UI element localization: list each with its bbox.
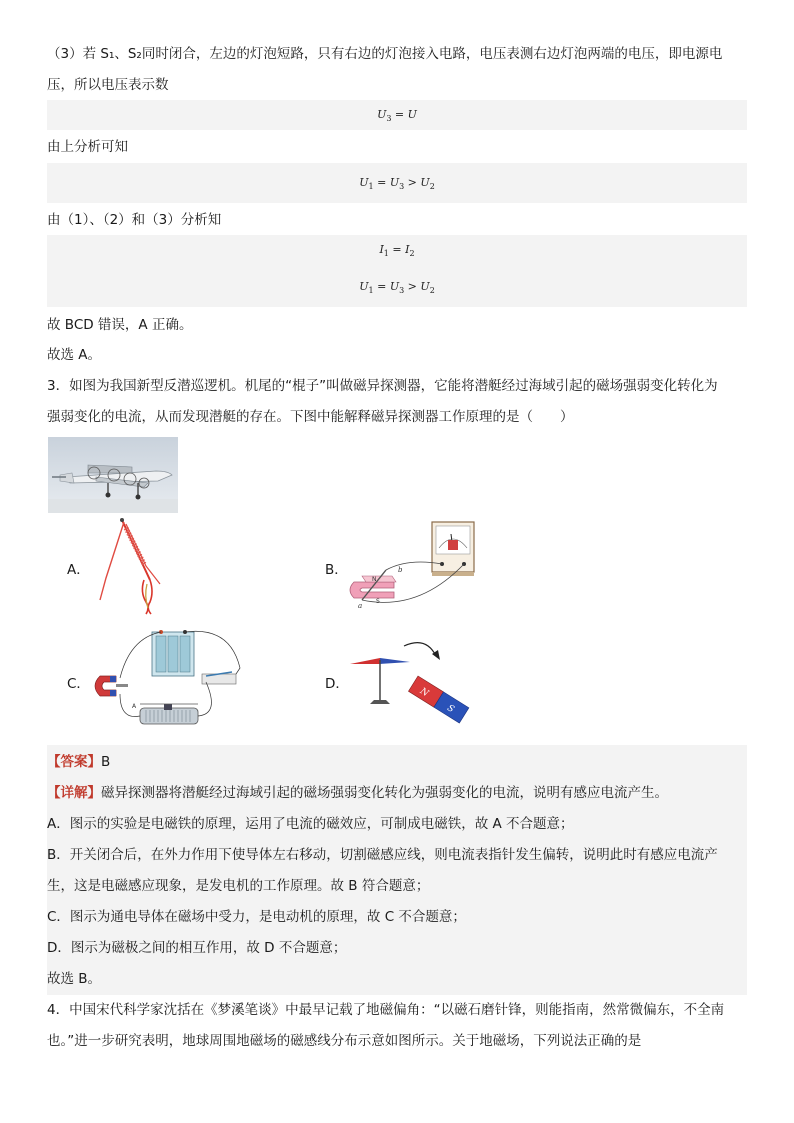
option-d-label: D．	[325, 676, 349, 692]
explain-text: 磁异探测器将潜艇经过海域引起的磁场强弱变化转化为强弱变化的电流，说明有感应电流产生。	[101, 785, 668, 801]
explain-b-1: B．开关闭合后，在外力作用下使导体左右移动，切割磁感应线，则电流表指针发生偏转，说明此时有感应电流产	[47, 847, 718, 863]
answer-value: B	[101, 754, 111, 770]
formula-u1-u3-u2-repeat: $U_1 = U_3 > U_2$	[359, 280, 435, 296]
patrol-plane-photo	[48, 437, 178, 513]
option-b-label: B．	[325, 562, 348, 578]
formula-u3-eq-u: $U_3 = U$	[377, 108, 417, 124]
explain-d: D．图示为磁极之间的相互作用，故 D 不合题意；	[47, 940, 347, 956]
rheostat-a-label: A	[132, 703, 137, 710]
q4-line-1: 4．中国宋代科学家沈括在《梦溪笔谈》中最早记载了地磁偏角：“以磁石磨针锋，则能指南，然常微偏东，不全南	[47, 1002, 725, 1018]
q3-line-1: 3．如图为我国新型反潜巡逻机。机尾的“棍子”叫做磁异探测器，它能将潜艇经过海域引起的磁场强弱变化转化为	[47, 378, 718, 394]
conductor-b-label: b	[398, 566, 403, 574]
magnet-n-label: N	[372, 576, 377, 583]
explain-c: C．图示为通电导体在磁场中受力，是电动机的原理，故 C 不合题意；	[47, 909, 466, 925]
explain-line	[47, 783, 747, 803]
choose-line-1: 故选 A。	[47, 347, 102, 363]
answer-key: 【答案】	[47, 754, 101, 770]
analysis-line-2: 由（1）、（2）和（3）分析知	[47, 212, 222, 228]
q4-line-2: 也。”进一步研究表明，地球周围地磁场的磁感线分布示意如图所示。关于地磁场，下列说法正确的是	[47, 1033, 642, 1049]
bar-magnet-n-label: N	[418, 686, 430, 700]
formula-i1-eq-i2: $I_1 = I_2$	[379, 243, 415, 259]
q3-line-2: 强弱变化的电流，从而发现潜艇的存在。下图中能解释磁异探测器工作原理的是（ ）	[47, 409, 574, 425]
conductor-a-label: a	[358, 602, 363, 610]
part3-line-2: 压，所以电压表示数	[47, 77, 169, 93]
option-c-motor-figure	[90, 628, 250, 738]
formula-u1-u3-u2: $U_1 = U_3 > U_2$	[359, 176, 435, 192]
bar-magnet-icon	[408, 676, 468, 723]
option-b-induction-figure	[348, 520, 478, 610]
explain-b-2: 生，这是电磁感应现象，是发电机的工作原理。故 B 符合题意；	[47, 878, 430, 894]
option-a-electromagnet-figure	[96, 518, 176, 618]
option-c-label: C．	[67, 676, 90, 692]
rheostat-icon	[140, 708, 198, 724]
option-a-label: A．	[67, 562, 90, 578]
explain-choose: 故选 B。	[47, 971, 102, 987]
option-d-magnet-needle-figure	[348, 638, 488, 730]
explain-a: A．图示的实验是电磁铁的原理，运用了电流的磁效应，可制成电磁铁，故 A 不合题意；	[47, 816, 574, 832]
conclusion-line: 故 BCD 错误，A 正确。	[47, 317, 193, 333]
bar-magnet-s-label: S	[445, 703, 456, 716]
part3-line-1: （3）若 S₁、S₂同时闭合，左边的灯泡短路，只有右边的灯泡接入电路，电压表测右边灯泡两端的电压，即电源电	[47, 46, 723, 62]
magnet-s-label: S	[376, 598, 380, 605]
answer-line	[47, 752, 747, 772]
explain-key: 【详解】	[47, 785, 101, 801]
analysis-line-1: 由上分析可知	[47, 139, 128, 155]
